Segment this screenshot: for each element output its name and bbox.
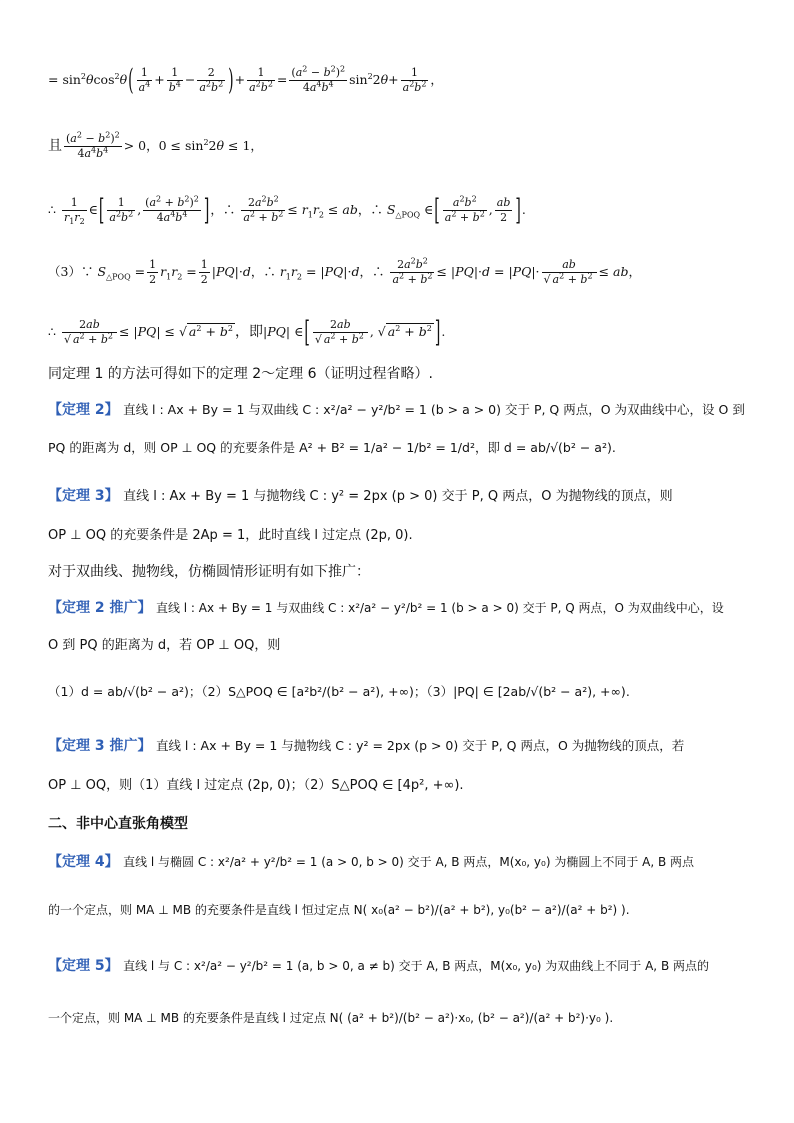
theorem-3-generalized-label: 【定理 3 推广】 xyxy=(48,738,152,754)
theorem-2-text-a: 直线 l : Ax + By = 1 与双曲线 C : x²/a² − y²/b² = 1 (b > a > 0) 交于 P, Q 两点，O 为双曲线中心，设 O 到 xyxy=(123,402,745,417)
theorem-4-label: 【定理 4】 xyxy=(48,854,119,870)
equation-line-5: ∴ $\frac{2ab}{√ a^2 + b^2}$ ≤ |PQ| ≤ √ $a^2 + b^2$ ，即|PQ| ∈[ $\frac{2ab}{√ a^2 + b^2}$ , √ $a^2 + b^2$ ]. xyxy=(48,315,446,350)
theorem-2-generalized-text-b: O 到 PQ 的距离为 d，若 OP ⊥ OQ，则 xyxy=(48,638,281,653)
theorem-3-label: 【定理 3】 xyxy=(48,488,119,504)
theorem-3-generalized-text-a: 直线 l : Ax + By = 1 与抛物线 C : y² = 2px (p > 0) 交于 P, Q 两点，O 为抛物线的顶点，若 xyxy=(155,738,685,753)
theorem-2-generalized-text-c: （1）d = ab/√(b² − a²)；（2）S△POQ ∈ [a²b²/(b² − a²), +∞)；（3）|PQ| ∈ [2ab/√(b² − a²), +∞). xyxy=(48,684,630,699)
equation-line-3: ∴ $\frac{1}{r_1r_2}$ ∈[ $\frac{1}{a^2b^2}$ , $\frac{(a^2 + b^2)^2}{4a^4b^4}$ ]，∴ $\frac{2a^2b^2}{a^2 + b^2}$ ≤ $r_1r_2$ ≤ ab，∴ $S_{\triangle POQ}$ ∈[ $\frac{a^2b^2}{a^2 + b^2}$ , $\frac{ab}{2}$ ]. xyxy=(48,193,526,228)
equation-line-2: 且 $\frac{(a^2 - b^2)^2}{4a^4b^4}$ > 0，$0 \le \sin^22\theta \le 1$， xyxy=(48,130,263,160)
theorem-2-generalized-label: 【定理 2 推广】 xyxy=(48,600,152,616)
theorem-2-label: 【定理 2】 xyxy=(48,402,119,418)
theorem-5 xyxy=(48,956,754,976)
theorem-5-text-a: 直线 l 与 C : x²/a² − y²/b² = 1 (a, b > 0, a ≠ b) 交于 A, B 两点，M(x₀, y₀) 为双曲线上不同于 A, B 两点的 xyxy=(123,959,709,973)
theorem-3-text-a: 直线 l : Ax + By = 1 与抛物线 C : y² = 2px (p > 0) 交于 P, Q 两点，O 为抛物线的顶点，则 xyxy=(123,489,673,504)
generalize-text: 对于双曲线、抛物线，仿椭圆情形证明有如下推广： xyxy=(48,564,370,580)
equation-line-1: = $\sin^2\theta\cos^2\theta$( $\frac{1}{a^4}$ + $\frac{1}{b^4}$ − $\frac{2}{a^2b^2}$ )+ $\frac{1}{a^2b^2}$ = $\frac{(a^2 - b^2)^2}{4a^4b^4}$ $\sin^22\theta+$ $\frac{1}{a^2b^2}$ ， xyxy=(48,63,443,98)
equation-line-4: （3）∵ $S_{\triangle POQ}$ = $\frac{1}{2}$ $r_1r_2$ = $\frac{1}{2}$ |PQ|·d，∴ $r_1r_2 = |PQ|\cdot d$，∴ $\frac{2a^2b^2}{a^2 + b^2}$ ≤ |PQ|·d = |PQ|· $\frac{ab}{√ a^2 + b^2}$ ≤ ab， xyxy=(48,256,641,286)
theorem-4-text-b: 的一个定点，则 MA ⊥ MB 的充要条件是直线 l 恒过定点 N( x₀(a² − b²)/(a² + b²), y₀(b² − a²)/(a² + b²) ). xyxy=(48,903,630,917)
section-heading-2: 二、非中心直张角模型 xyxy=(48,816,188,832)
equation-text-carrier xyxy=(0,0,1,1)
theorem-5-text-b: 一个定点，则 MA ⊥ MB 的充要条件是直线 l 过定点 N( (a² + b²)/(b² − a²)·x₀, (b² − a²)/(a² + b²)·y₀ ). xyxy=(48,1011,614,1025)
theorem-2-generalized xyxy=(48,598,754,618)
theorem-2 xyxy=(48,400,754,420)
theorem-3-generalized-text-b: OP ⊥ OQ，则（1）直线 l 过定点 (2p, 0)；（2）S△POQ ∈ [4p², +∞). xyxy=(48,778,464,793)
theorem-3 xyxy=(48,486,754,507)
theorem-5-label: 【定理 5】 xyxy=(48,958,119,974)
theorem-4-text-a: 直线 l 与椭圆 C : x²/a² + y²/b² = 1 (a > 0, b > 0) 交于 A, B 两点，M(x₀, y₀) 为椭圆上不同于 A, B 两点 xyxy=(123,855,695,869)
theorem-2-generalized-text-a: 直线 l : Ax + By = 1 与双曲线 C : x²/a² − y²/b² = 1 (b > a > 0) 交于 P, Q 两点，O 为双曲线中心，设 xyxy=(155,601,724,615)
theorem-2-text-b: PQ 的距离为 d，则 OP ⊥ OQ 的充要条件是 A² + B² = 1/a² − 1/b² = 1/d²，即 d = ab/√(b² − a²). xyxy=(48,440,616,455)
theorem-4 xyxy=(48,852,754,872)
theorem-3-text-b: OP ⊥ OQ 的充要条件是 2Ap = 1，此时直线 l 过定点 (2p, 0). xyxy=(48,528,413,543)
intro-text: 同定理 1 的方法可得如下的定理 2～定理 6（证明过程省略）. xyxy=(48,366,433,382)
theorem-3-generalized xyxy=(48,736,754,756)
eq1-text xyxy=(0,0,1,1)
